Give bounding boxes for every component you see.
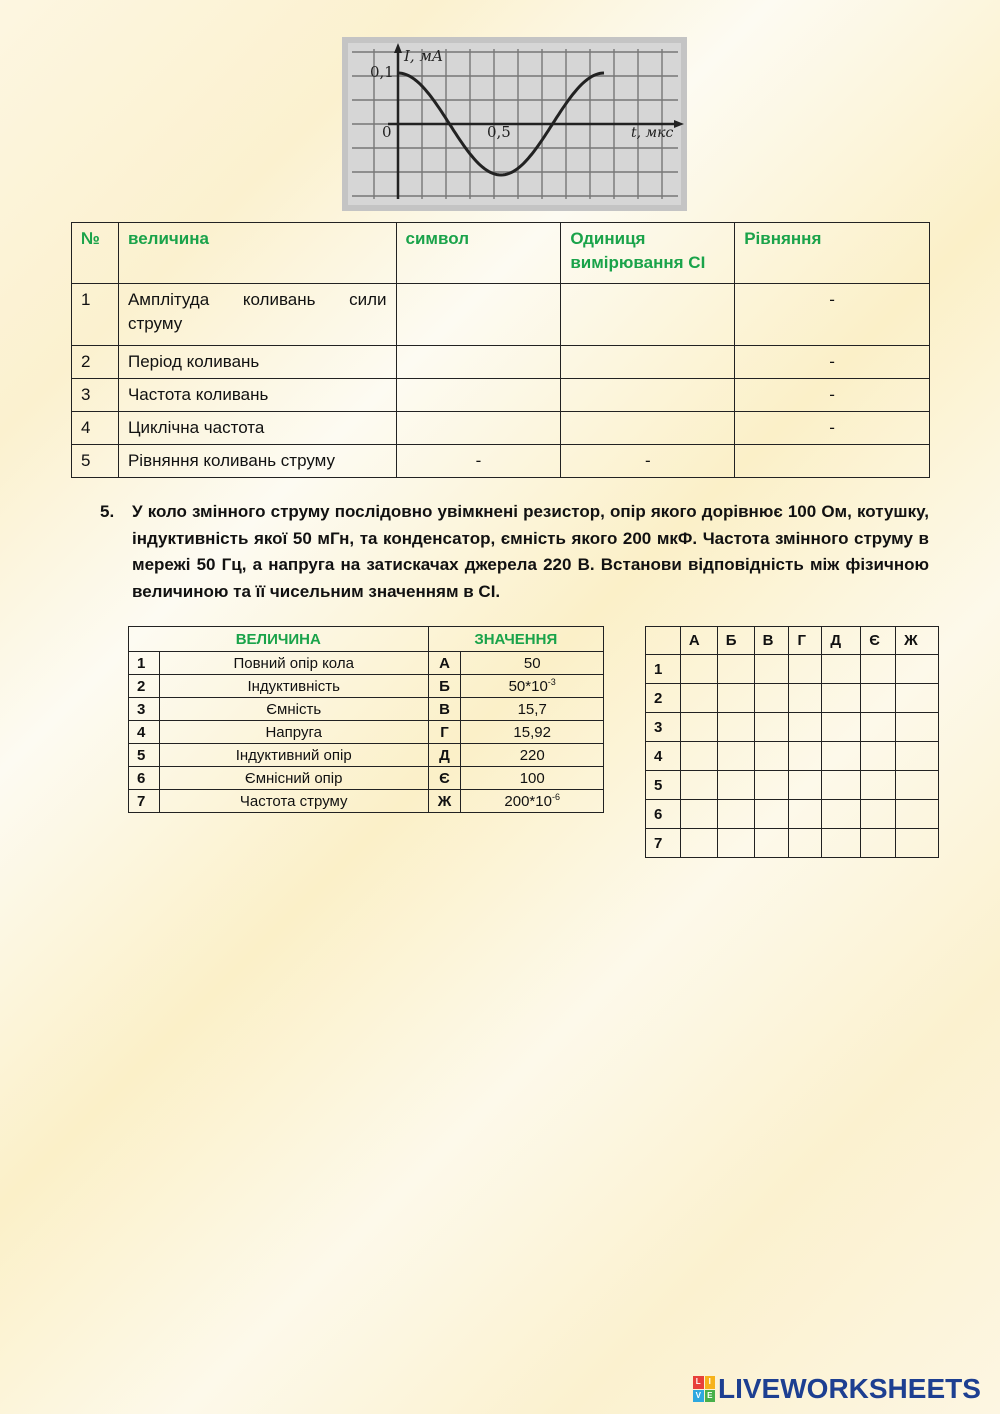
answer-cell[interactable] xyxy=(822,742,861,771)
answer-cell[interactable] xyxy=(680,771,717,800)
answer-cell[interactable] xyxy=(789,771,822,800)
value-exponent: -3 xyxy=(547,677,556,687)
row-letter: А xyxy=(428,652,461,675)
answer-cell[interactable] xyxy=(754,713,789,742)
row-number: 4 xyxy=(72,412,119,445)
row-letter: Г xyxy=(428,721,461,744)
grid-column-header: Ж xyxy=(896,627,939,655)
equation-cell[interactable] xyxy=(735,445,930,478)
answer-cell[interactable] xyxy=(822,800,861,829)
table-row xyxy=(129,744,604,767)
row-number: 1 xyxy=(72,284,119,346)
answer-cell[interactable] xyxy=(861,771,896,800)
row-number: 5 xyxy=(129,744,160,767)
answer-grid-header xyxy=(646,627,939,655)
answer-cell[interactable] xyxy=(717,684,754,713)
answer-cell[interactable] xyxy=(717,713,754,742)
answer-cell[interactable] xyxy=(680,684,717,713)
answer-cell[interactable] xyxy=(754,742,789,771)
answer-cell[interactable] xyxy=(717,771,754,800)
answer-cell[interactable] xyxy=(896,829,939,858)
equation-cell: - xyxy=(735,284,930,346)
unit-cell[interactable] xyxy=(561,346,735,379)
answer-cell[interactable] xyxy=(754,684,789,713)
logo-square-l: L xyxy=(693,1376,704,1389)
value-text: 200*10 xyxy=(504,793,552,810)
answer-cell[interactable] xyxy=(861,829,896,858)
answer-cell[interactable] xyxy=(789,742,822,771)
value-text: 50 xyxy=(523,655,541,672)
answer-cell[interactable] xyxy=(680,713,717,742)
table-row xyxy=(72,379,930,412)
equation-cell: - xyxy=(735,379,930,412)
grid-column-header: Б xyxy=(717,627,754,655)
row-number: 5 xyxy=(72,445,119,478)
header-si-unit: Одиниця вимірювання СІ xyxy=(561,223,735,284)
answer-cell[interactable] xyxy=(896,800,939,829)
row-letter: Б xyxy=(428,675,461,698)
unit-cell[interactable] xyxy=(561,379,735,412)
answer-cell[interactable] xyxy=(822,655,861,684)
answer-cell[interactable] xyxy=(717,742,754,771)
row-number: 3 xyxy=(129,698,160,721)
row-number: 7 xyxy=(129,790,160,813)
answer-cell[interactable] xyxy=(789,655,822,684)
row-letter: Д xyxy=(428,744,461,767)
row-value xyxy=(461,675,604,698)
row-quantity: Ємність xyxy=(159,698,428,721)
row-number: 2 xyxy=(129,675,160,698)
grid-column-header: Д xyxy=(822,627,861,655)
matching-header-row xyxy=(129,627,604,652)
answer-cell[interactable] xyxy=(861,800,896,829)
row-letter: В xyxy=(428,698,461,721)
grid-corner xyxy=(646,627,681,655)
header-symbol: символ xyxy=(396,223,561,284)
row-value xyxy=(461,721,604,744)
answer-cell[interactable] xyxy=(680,655,717,684)
answer-row xyxy=(646,829,939,858)
symbol-cell[interactable] xyxy=(396,346,561,379)
header-number: № xyxy=(72,223,119,284)
answer-row xyxy=(646,655,939,684)
answer-cell[interactable] xyxy=(896,742,939,771)
equation-cell: - xyxy=(735,412,930,445)
answer-cell[interactable] xyxy=(754,771,789,800)
row-quantity: Рівняння коливань струму xyxy=(118,445,396,478)
logo-mark-icon xyxy=(693,1376,715,1402)
grid-row-header: 5 xyxy=(646,771,681,800)
answer-cell[interactable] xyxy=(717,829,754,858)
grid-column-header: В xyxy=(754,627,789,655)
header-quantity: ВЕЛИЧИНА xyxy=(129,627,429,652)
row-number: 6 xyxy=(129,767,160,790)
row-number: 2 xyxy=(72,346,119,379)
row-value xyxy=(461,767,604,790)
answer-cell[interactable] xyxy=(680,800,717,829)
answer-row xyxy=(646,800,939,829)
answer-row xyxy=(646,771,939,800)
table-row xyxy=(129,675,604,698)
symbol-cell[interactable] xyxy=(396,379,561,412)
logo-square-e: E xyxy=(705,1390,716,1403)
row-number: 4 xyxy=(129,721,160,744)
header-value: ЗНАЧЕННЯ xyxy=(428,627,603,652)
y-axis-label: I, мА xyxy=(404,47,444,65)
unit-cell[interactable] xyxy=(561,284,735,346)
answer-cell[interactable] xyxy=(680,742,717,771)
row-number: 1 xyxy=(129,652,160,675)
logo-text: LIVEWORKSHEETS xyxy=(718,1373,981,1404)
answer-cell[interactable] xyxy=(861,742,896,771)
grid-row-header: 1 xyxy=(646,655,681,684)
value-text: 100 xyxy=(519,770,545,787)
row-value xyxy=(461,652,604,675)
row-quantity: Ємнісний опір xyxy=(159,767,428,790)
row-quantity: Період коливань xyxy=(118,346,396,379)
answer-cell[interactable] xyxy=(754,655,789,684)
y-tick-label: 0,1 xyxy=(370,63,394,81)
row-quantity: Повний опір кола xyxy=(159,652,428,675)
quantities-table xyxy=(71,222,930,478)
current-oscillation-graph xyxy=(342,37,687,211)
answer-cell[interactable] xyxy=(822,713,861,742)
value-exponent: -6 xyxy=(551,792,560,802)
header-quantity: величина xyxy=(118,223,396,284)
answer-cell[interactable] xyxy=(717,800,754,829)
symbol-cell: - xyxy=(396,445,561,478)
unit-cell: - xyxy=(561,445,735,478)
grid-column-header: Є xyxy=(861,627,896,655)
value-text: 50*10 xyxy=(508,678,548,695)
table-row xyxy=(72,412,930,445)
symbol-cell[interactable] xyxy=(396,412,561,445)
answer-cell[interactable] xyxy=(789,713,822,742)
row-quantity: Індуктивний опір xyxy=(159,744,428,767)
answer-cell[interactable] xyxy=(896,713,939,742)
answer-grid xyxy=(645,626,939,858)
matching-table xyxy=(128,626,604,813)
answer-cell[interactable] xyxy=(896,684,939,713)
value-text: 15,7 xyxy=(517,701,547,718)
answer-cell[interactable] xyxy=(754,829,789,858)
logo-square-v: V xyxy=(693,1390,704,1403)
answer-cell[interactable] xyxy=(822,771,861,800)
answer-cell[interactable] xyxy=(789,829,822,858)
unit-cell[interactable] xyxy=(561,412,735,445)
table-row xyxy=(129,767,604,790)
answer-cell[interactable] xyxy=(789,800,822,829)
equation-cell: - xyxy=(735,346,930,379)
task-5 xyxy=(100,499,929,605)
row-quantity: Індуктивність xyxy=(159,675,428,698)
row-value xyxy=(461,744,604,767)
answer-row xyxy=(646,742,939,771)
grid-row-header: 2 xyxy=(646,684,681,713)
table-row xyxy=(129,721,604,744)
answer-cell[interactable] xyxy=(717,655,754,684)
row-letter: Ж xyxy=(428,790,461,813)
table-row xyxy=(72,346,930,379)
answer-cell[interactable] xyxy=(896,771,939,800)
logo-square-i: I xyxy=(705,1376,716,1389)
answer-cell[interactable] xyxy=(896,655,939,684)
x-axis-label: t, мкс xyxy=(631,125,674,141)
liveworksheets-logo[interactable] xyxy=(693,1374,981,1404)
row-quantity: Частота коливань xyxy=(118,379,396,412)
table-row xyxy=(129,790,604,813)
task-number: 5. xyxy=(100,502,115,521)
answer-cell[interactable] xyxy=(680,829,717,858)
row-quantity: Амплітуда коливань сили струму xyxy=(118,284,396,346)
grid-row-header: 4 xyxy=(646,742,681,771)
table-row xyxy=(129,652,604,675)
answer-cell[interactable] xyxy=(861,713,896,742)
answer-cell[interactable] xyxy=(822,684,861,713)
grid-column-header: Г xyxy=(789,627,822,655)
table-row xyxy=(72,284,930,346)
value-text: 15,92 xyxy=(513,724,551,741)
task-text: У коло змінного струму послідовно увімкнені резистор, опір якого дорівнює 100 Ом, котушку, індуктивність якої 50 мГн, та конденсатор, ємність якого 200 мкФ. Частота змінного струму в мережі 50 Гц, а напруга на затискачах джерела 220 В. Встанови відповідність між фізичною величиною та її чисельним значенням в СІ. xyxy=(132,502,929,601)
row-quantity: Напруга xyxy=(159,721,428,744)
table-row xyxy=(129,698,604,721)
answer-row xyxy=(646,684,939,713)
row-quantity: Циклічна частота xyxy=(118,412,396,445)
grid-row-header: 3 xyxy=(646,713,681,742)
symbol-cell[interactable] xyxy=(396,284,561,346)
origin-label: 0 xyxy=(382,123,392,141)
grid-column-header: А xyxy=(680,627,717,655)
answer-cell[interactable] xyxy=(754,800,789,829)
answer-row xyxy=(646,713,939,742)
row-number: 3 xyxy=(72,379,119,412)
grid-row-header: 6 xyxy=(646,800,681,829)
answer-cell[interactable] xyxy=(822,829,861,858)
header-equation: Рівняння xyxy=(735,223,930,284)
answer-cell[interactable] xyxy=(861,655,896,684)
row-quantity: Частота струму xyxy=(159,790,428,813)
table-header-row xyxy=(72,223,930,284)
row-value xyxy=(461,790,604,813)
answer-cell[interactable] xyxy=(789,684,822,713)
row-letter: Є xyxy=(428,767,461,790)
x-tick-label: 0,5 xyxy=(487,123,511,141)
row-value xyxy=(461,698,604,721)
value-text: 220 xyxy=(519,747,545,764)
answer-cell[interactable] xyxy=(861,684,896,713)
table-row xyxy=(72,445,930,478)
grid-row-header: 7 xyxy=(646,829,681,858)
